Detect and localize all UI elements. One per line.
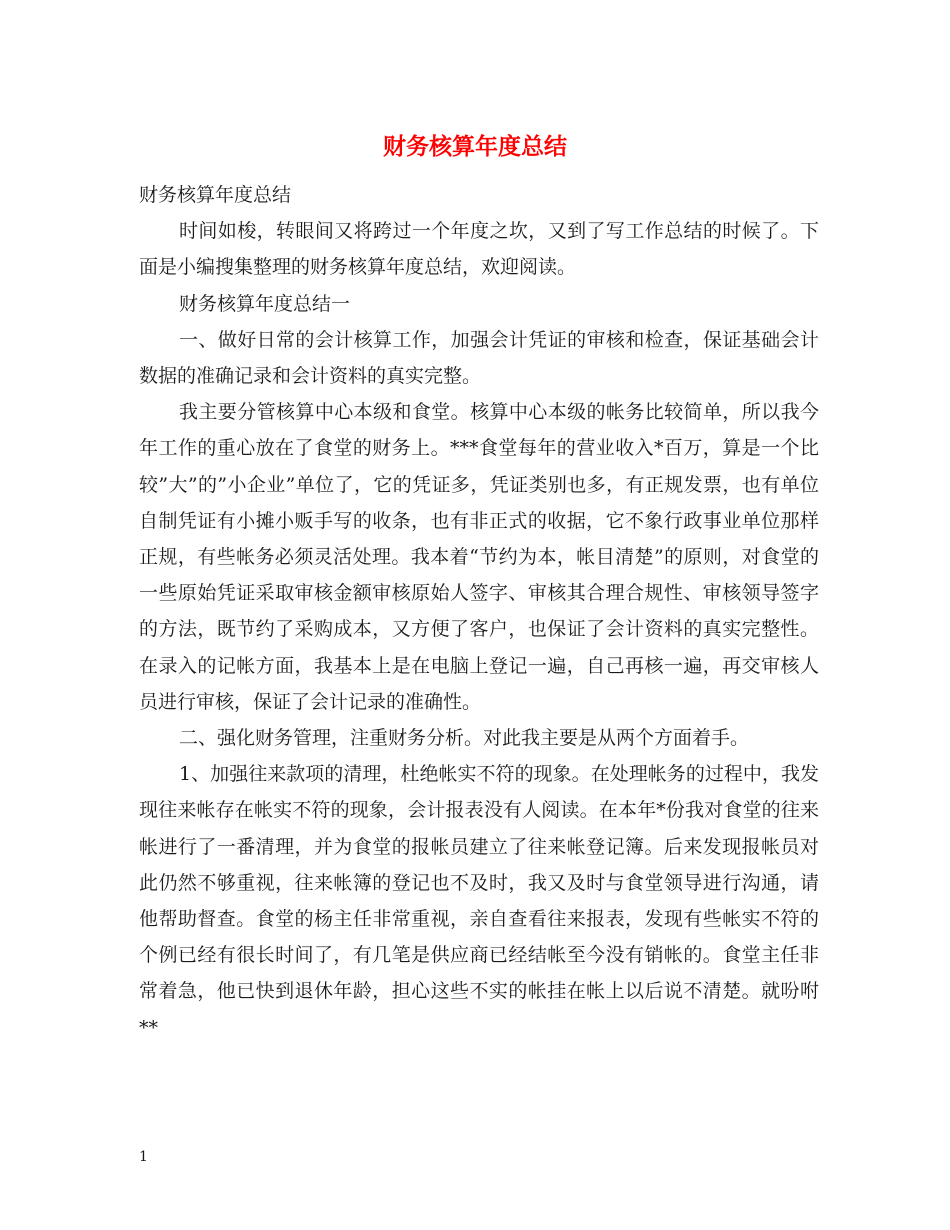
paragraph-heading: 财务核算年度总结: [139, 184, 292, 206]
document-title: 财务核算年度总结: [383, 134, 567, 160]
page-number: 1: [139, 1149, 148, 1165]
paragraph-point-one: 一、做好日常的会计核算工作，加强会计凭证的审核和检查，保证基础会计数据的准确记录和会计资料的真实完整。: [139, 328, 819, 388]
paragraph-section-title: 财务核算年度总结一: [179, 292, 351, 315]
paragraph-accounting-details: 我主要分管核算中心本级和食堂。核算中心本级的帐务比较简单，所以我今年工作的重心放在了食堂的财务上。***食堂每年的营业收入*百万，算是一个比较”大”的”小企业”单位了，它的凭证多，凭证类别也多，有正规发票，也有单位自制凭证有小摊小贩手写的收条，也有非正式的收据，它不象行政事业单位那样正规，有些帐务必须灵活处理。我本着“节约为本，帐目清楚”的原则，对食堂的一些原始凭证采取审核金额审核原始人签字、审核其合理合规性、审核领导签字的方法，既节约了采购成本，又方便了客户，也保证了会计资料的真实完整性。在录入的记帐方面，我基本上是在电脑上登记一遍，自己再核一遍，再交审核人员进行审核，保证了会计记录的准确性。: [139, 401, 819, 713]
paragraph-intro: 时间如梭，转眼间又将跨过一个年度之坎，又到了写工作总结的时候了。下面是小编搜集整理的财务核算年度总结，欢迎阅读。: [139, 220, 819, 279]
paragraph-receivables: 1、加强往来款项的清理，杜绝帐实不符的现象。在处理帐务的过程中，我发现往来帐存在帐实不符的现象，会计报表没有人阅读。在本年*份我对食堂的往来帐进行了一番清理，并为食堂的报帐员建立了往来帐登记簿。后来发现报帐员对此仍然不够重视，往来帐簿的登记也不及时，我又及时与食堂领导进行沟通，请他帮助督查。食堂的杨主任非常重视，亲自查看往来报表，发现有些帐实不符的个例已经有很长时间了，有几笔是供应商已经结帐至今没有销帐的。食堂主任非常着急，他已快到退休年龄，担心这些不实的帐挂在帐上以后说不清楚。就吩咐**: [139, 763, 819, 1039]
paragraph-point-two: 二、强化财务管理，注重财务分析。对此我主要是从两个方面着手。: [179, 727, 750, 750]
document-body: [139, 177, 819, 1046]
